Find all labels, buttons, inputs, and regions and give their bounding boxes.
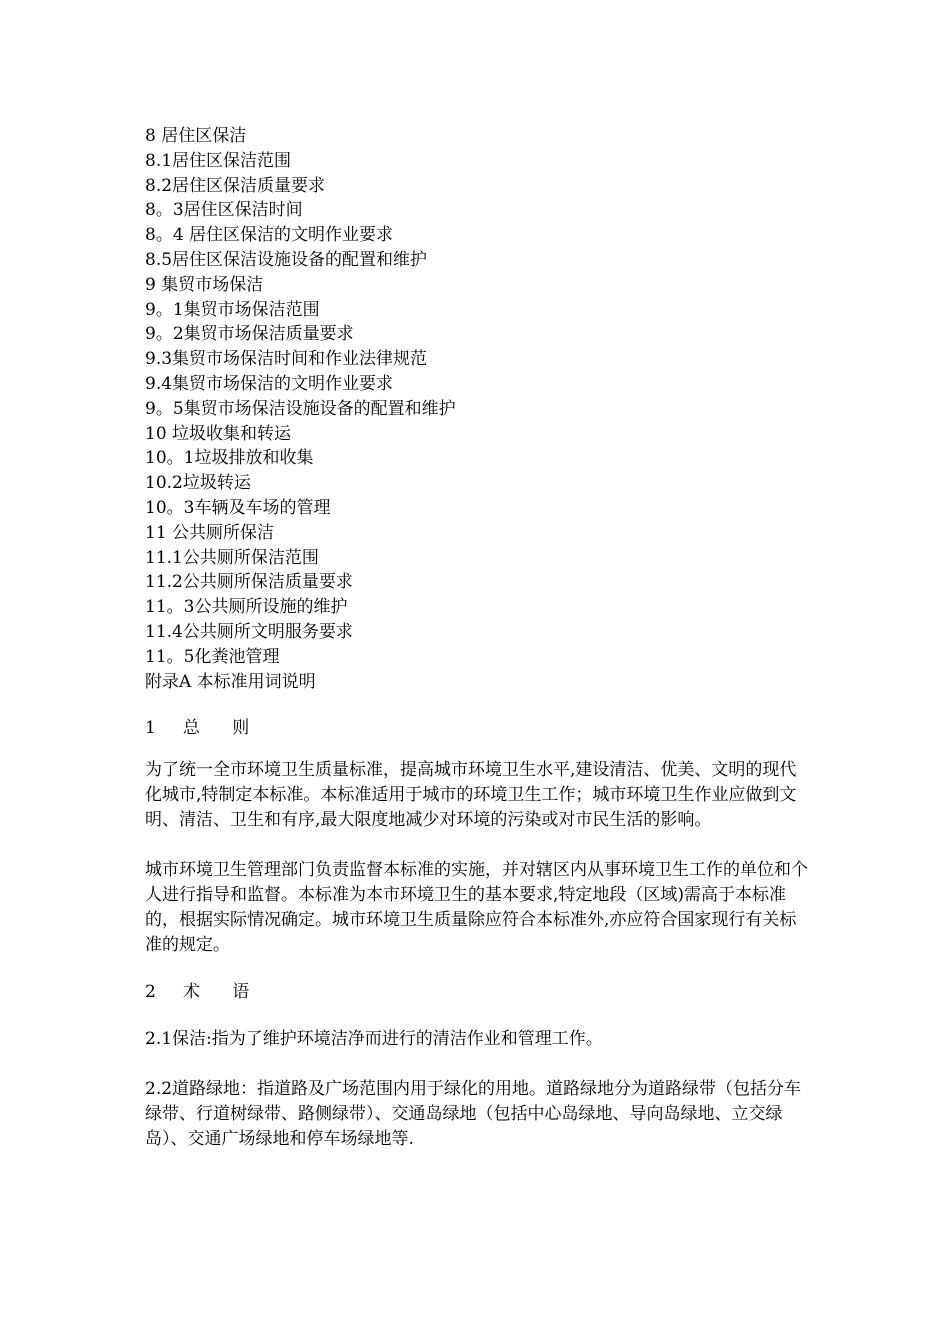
toc-item: 11.1公共厕所保洁范围 <box>145 547 319 568</box>
toc-item: 9.4集贸市场保洁的文明作业要求 <box>145 373 394 394</box>
toc-item: 8.2居住区保洁质量要求 <box>145 175 326 196</box>
toc-item: 10。1垃圾排放和收集 <box>145 448 314 469</box>
toc-item: 10 垃圾收集和转运 <box>145 423 292 444</box>
toc-item: 10.2垃圾转运 <box>145 473 251 494</box>
section-heading-terms: 2 术 语 <box>145 982 250 1003</box>
toc-item: 9 集贸市场保洁 <box>145 274 264 295</box>
paragraph: 为了统一全市环境卫生质量标准，提高城市环境卫生水平,建设清洁、优美、文明的现代化城市,特制定本标准。本标准适用于城市的环境卫生工作；城市环境卫生作业应做到文明、清洁、卫生和有序,最大限度地减少对环境的污染或对市民生活的影响。 <box>145 760 797 831</box>
paragraph: 2.1保洁:指为了维护环境洁净而进行的清洁作业和管理工作。 <box>145 1029 603 1050</box>
toc-item: 10。3车辆及车场的管理 <box>145 497 331 518</box>
toc-item: 9。5集贸市场保洁设施设备的配置和维护 <box>145 398 456 419</box>
toc-item: 8.5居住区保洁设施设备的配置和维护 <box>145 249 428 270</box>
table-of-contents <box>145 124 810 694</box>
toc-item: 11。3公共厕所设施的维护 <box>145 597 348 618</box>
toc-item: 9.3集贸市场保洁时间和作业法律规范 <box>145 349 428 370</box>
document-page <box>145 124 810 1152</box>
toc-item: 附录A 本标准用词说明 <box>145 671 316 692</box>
toc-item: 9。1集贸市场保洁范围 <box>145 299 320 320</box>
toc-item: 8。3居住区保洁时间 <box>145 200 303 221</box>
toc-item: 11.2公共厕所保洁质量要求 <box>145 572 353 593</box>
toc-item: 11.4公共厕所文明服务要求 <box>145 621 353 642</box>
toc-item: 11。5化粪池管理 <box>145 646 280 667</box>
paragraph: 城市环境卫生管理部门负责监督本标准的实施，并对辖区内从事环境卫生工作的单位和个人进行指导和监督。本标准为本市环境卫生的基本要求,特定地段（区域)需高于本标准的，根据实际情况确定。城市环境卫生质量除应符合本标准外,亦应符合国家现行有关标准的规定。 <box>145 860 808 956</box>
toc-item: 8 居住区保洁 <box>145 126 247 146</box>
section-heading-general: 1 总 则 <box>145 718 250 739</box>
toc-item: 11 公共厕所保洁 <box>145 522 275 543</box>
paragraph: 2.2道路绿地：指道路及广场范围内用于绿化的用地。道路绿地分为道路绿带（包括分车绿带、行道树绿带、路侧绿带）、交通岛绿地（包括中心岛绿地、导向岛绿地、立交绿岛）、交通广场绿地和停车场绿地等. <box>145 1079 802 1150</box>
toc-item: 9。2集贸市场保洁质量要求 <box>145 324 354 345</box>
toc-item: 8。4 居住区保洁的文明作业要求 <box>145 225 394 246</box>
toc-item: 8.1居住区保洁范围 <box>145 150 292 171</box>
